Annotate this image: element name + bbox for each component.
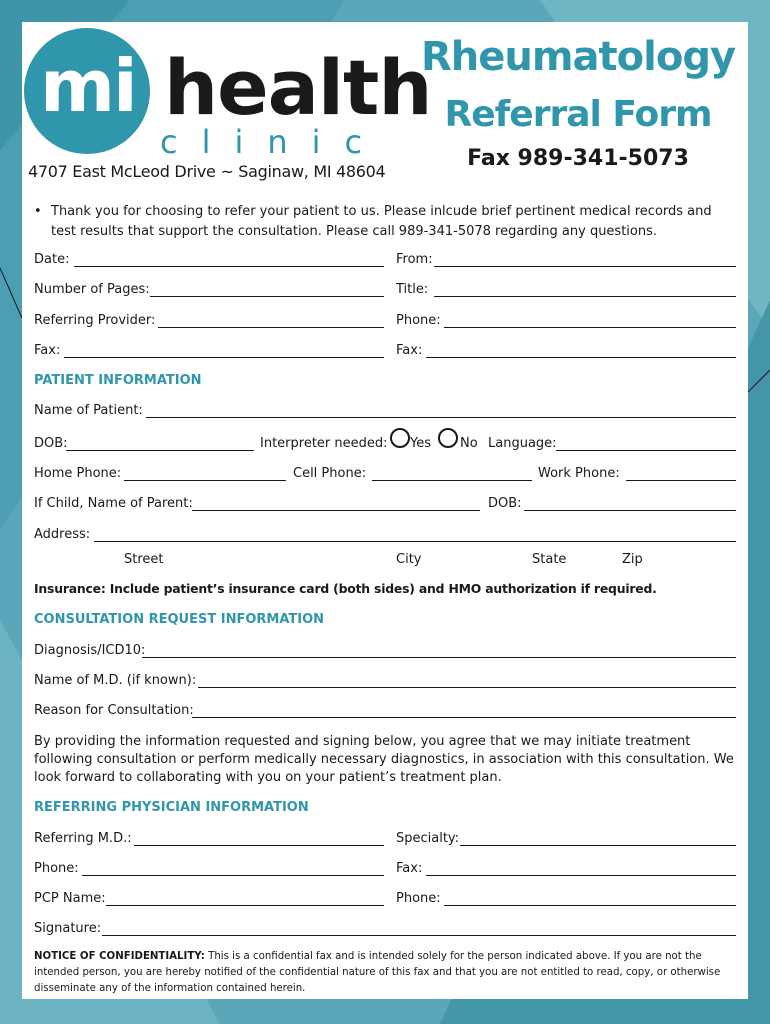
physician-fax-field[interactable] [426,875,736,876]
consult-section-heading: CONSULTATION REQUEST INFORMATION [34,612,325,627]
physician-section-heading: REFERRING PHYSICIAN INFORMATION [34,800,309,815]
street-caption: Street [124,552,164,567]
parent-dob-label: DOB: [488,496,522,511]
pcp-name-field[interactable] [106,905,384,906]
interpreter-yes-label: Yes [410,436,431,451]
parent-label: If Child, Name of Parent: [34,496,193,511]
address-field[interactable] [94,541,736,542]
interpreter-no-radio[interactable] [438,428,458,448]
interpreter-no-label: No [460,436,478,451]
pages-field[interactable] [150,296,384,297]
reason-field[interactable] [192,717,736,718]
pages-label: Number of Pages: [34,282,150,297]
pcp-phone-field[interactable] [444,905,736,906]
notice-text: This is a confidential fax and is intended solely for the person indicated above. If you are not the intended person, you are hereby notified of the confidential nature of this fax and that you are not entitled to read, copy, or otherwise disseminate any of the information contained herein. [34,951,721,994]
logo-mi-text: mi [40,44,136,128]
title-field[interactable] [434,296,736,297]
referring-md-label: Referring M.D.: [34,831,132,846]
interpreter-label: Interpreter needed: [260,436,388,451]
specialty-label: Specialty: [396,831,460,846]
consent-paragraph: By providing the information requested and signing below, you agree that we may initiate treatment following consultation or perform medically necessary diagnostics, in association with this consultation. We look forward to collaborating with you on your patient’s treatment plan. [34,734,734,785]
cell-phone-label: Cell Phone: [293,466,367,481]
interpreter-yes-radio[interactable] [390,428,410,448]
logo-clinic-text: clinic [160,123,387,161]
form-title-line1: Rheumatology [420,34,736,80]
intro-text: Thank you for choosing to refer your patient to us. Please inlcude brief pertinent medical records and test results that support the consultation. Please call 989-341-5078 regarding any questions. [51,204,712,239]
insurance-note: Insurance: Include patient’s insurance card (both sides) and HMO authorization if required. [34,581,657,596]
city-caption: City [396,552,422,567]
form-title-line2: Referral Form [444,94,712,135]
from-field[interactable] [434,266,736,267]
work-phone-label: Work Phone: [538,466,620,481]
phone-label: Phone: [396,313,441,328]
provider-field[interactable] [158,327,384,328]
fax-left-label: Fax: [34,343,61,358]
signature-label: Signature: [34,921,102,936]
date-field[interactable] [74,266,384,267]
diagnosis-field[interactable] [142,657,736,658]
patient-name-label: Name of Patient: [34,403,143,418]
signature-field[interactable] [102,935,736,936]
bullet-icon: • [34,204,42,219]
provider-label: Referring Provider: [34,313,156,328]
language-field[interactable] [556,450,736,451]
fax-right-label: Fax: [396,343,423,358]
date-label: Date: [34,252,70,267]
physician-phone-field[interactable] [82,875,384,876]
dob-label: DOB: [34,436,68,451]
patient-section-heading: PATIENT INFORMATION [34,373,202,388]
physician-phone-label: Phone: [34,861,79,876]
md-known-label: Name of M.D. (if known): [34,673,197,688]
home-phone-label: Home Phone: [34,466,122,481]
work-phone-field[interactable] [626,480,736,481]
from-label: From: [396,252,433,267]
confidentiality-notice [34,949,738,997]
parent-field[interactable] [192,510,480,511]
clinic-address: 4707 East McLeod Drive ~ Saginaw, MI 48604 [28,162,386,181]
title-label: Title: [396,282,429,297]
dob-field[interactable] [66,450,254,451]
diagnosis-label: Diagnosis/ICD10: [34,643,146,658]
phone-field[interactable] [444,327,736,328]
physician-fax-label: Fax: [396,861,423,876]
referring-md-field[interactable] [134,845,384,846]
patient-name-field[interactable] [146,417,736,418]
cell-phone-field[interactable] [372,480,532,481]
home-phone-field[interactable] [124,480,286,481]
pcp-phone-label: Phone: [396,891,441,906]
md-known-field[interactable] [198,687,736,688]
intro-paragraph [34,202,734,242]
reason-label: Reason for Consultation: [34,703,194,718]
notice-heading: NOTICE OF CONFIDENTIALITY: [34,951,205,962]
fax-number: Fax 989-341-5073 [467,146,689,171]
state-caption: State [532,552,567,567]
language-label: Language: [488,436,557,451]
specialty-field[interactable] [460,845,736,846]
address-label: Address: [34,527,91,542]
fax-right-field[interactable] [426,357,736,358]
logo-health-text: health [164,43,432,132]
parent-dob-field[interactable] [524,510,736,511]
pcp-name-label: PCP Name: [34,891,106,906]
fax-left-field[interactable] [64,357,384,358]
zip-caption: Zip [622,552,643,567]
